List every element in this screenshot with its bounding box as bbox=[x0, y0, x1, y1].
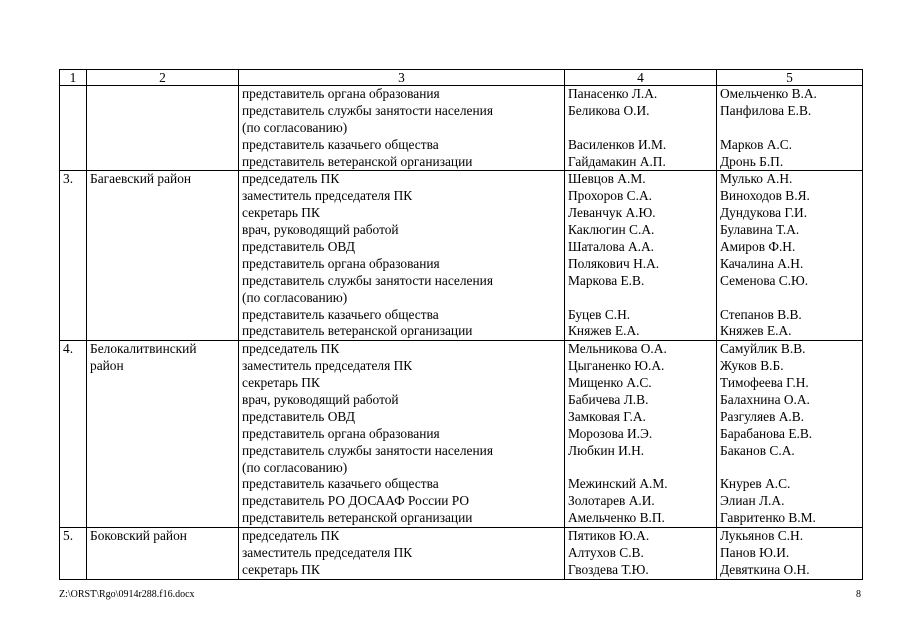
reserve-member-name: Дундукова Г.И. bbox=[720, 205, 808, 221]
member-name: Гвоздева Т.Ю. bbox=[568, 561, 649, 577]
table-row bbox=[60, 86, 863, 171]
member-name: Любкин И.Н. bbox=[568, 442, 645, 458]
member-name bbox=[568, 120, 713, 137]
member-cell bbox=[565, 341, 717, 528]
member-name: Прохоров С.А. bbox=[568, 188, 652, 204]
member-cell bbox=[565, 86, 717, 171]
role-line: секретарь ПК bbox=[242, 375, 320, 391]
member-name: Маркова Е.В. bbox=[568, 272, 645, 288]
reserve-member-name: Элиан Л.А. bbox=[720, 493, 785, 509]
role-line: представитель ОВД bbox=[242, 408, 355, 424]
member-name bbox=[568, 290, 713, 307]
role-line: представитель органа образования bbox=[242, 255, 440, 271]
reserve-cell bbox=[717, 171, 863, 341]
role-cell bbox=[239, 86, 565, 171]
role-line: секретарь ПК bbox=[242, 561, 320, 577]
row-number bbox=[60, 86, 87, 171]
reserve-cell bbox=[717, 86, 863, 171]
role-line: (по согласованию) bbox=[242, 289, 348, 305]
reserve-member-name: Семенова С.Ю. bbox=[720, 272, 809, 288]
table-row bbox=[60, 528, 863, 580]
member-name: Леванчук А.Ю. bbox=[568, 205, 656, 221]
member-name: Княжев Е.А. bbox=[568, 323, 640, 339]
role-line: представитель органа образования bbox=[242, 86, 440, 101]
member-name: Морозова И.Э. bbox=[568, 425, 653, 441]
role-line: представитель ОВД bbox=[242, 239, 355, 255]
role-line: председатель ПК bbox=[242, 171, 340, 187]
role-line: председатель ПК bbox=[242, 341, 340, 357]
footer-file-path: Z:\ORST\Rgo\0914r288.f16.docx bbox=[59, 589, 195, 600]
reserve-member-name: Жуков В.Б. bbox=[720, 358, 784, 374]
role-line: представитель органа образования bbox=[242, 425, 440, 441]
role-line: представитель службы занятости населения bbox=[242, 102, 493, 118]
member-cell bbox=[565, 171, 717, 341]
reserve-member-name: Качалина А.Н. bbox=[720, 255, 804, 271]
reserve-member-name: Омельченко В.А. bbox=[720, 86, 817, 101]
member-cell bbox=[565, 528, 717, 580]
role-cell bbox=[239, 341, 565, 528]
member-name: Шевцов А.М. bbox=[568, 171, 646, 187]
table-row bbox=[60, 341, 863, 528]
district-name-line: Белокалитвинский bbox=[90, 341, 197, 357]
reserve-cell bbox=[717, 528, 863, 580]
reserve-cell bbox=[717, 341, 863, 528]
header-col-4: 4 bbox=[565, 70, 717, 86]
member-name: Бабичева Л.В. bbox=[568, 392, 649, 408]
role-line: заместитель председателя ПК bbox=[242, 358, 413, 374]
reserve-member-name: Девяткина О.Н. bbox=[720, 561, 810, 577]
reserve-member-name: Лукьянов С.Н. bbox=[720, 528, 804, 544]
reserve-member-name: Баканов С.А. bbox=[720, 442, 795, 458]
member-name: Василенков И.М. bbox=[568, 136, 667, 152]
role-line: секретарь ПК bbox=[242, 205, 320, 221]
reserve-member-name: Виноходов В.Я. bbox=[720, 188, 810, 204]
reserve-member-name bbox=[720, 460, 859, 477]
member-name: Замковая Г.А. bbox=[568, 408, 646, 424]
reserve-member-name: Разгуляев А.В. bbox=[720, 408, 805, 424]
role-line: представитель ветеранской организации bbox=[242, 510, 473, 526]
district-name-line: Боковский район bbox=[90, 528, 187, 544]
header-col-1: 1 bbox=[60, 70, 87, 86]
reserve-member-name bbox=[720, 290, 859, 307]
reserve-member-name: Балахнина О.А. bbox=[720, 392, 810, 408]
member-name: Амельченко В.П. bbox=[568, 510, 665, 526]
member-name: Алтухов С.В. bbox=[568, 545, 644, 561]
member-name: Мищенко А.С. bbox=[568, 375, 652, 391]
role-line: (по согласованию) bbox=[242, 459, 348, 475]
row-number: 3. bbox=[60, 171, 87, 341]
role-line: представитель службы занятости населения bbox=[242, 442, 493, 458]
reserve-member-name: Степанов В.В. bbox=[720, 306, 802, 322]
district-cell bbox=[87, 341, 239, 528]
role-line: врач, руководящий работой bbox=[242, 392, 399, 408]
member-name: Золотарев А.И. bbox=[568, 493, 655, 509]
role-line: представитель казачьего общества bbox=[242, 306, 439, 322]
member-name: Каклюгин С.А. bbox=[568, 222, 655, 238]
row-number: 4. bbox=[60, 341, 87, 528]
reserve-member-name: Панфилова Е.В. bbox=[720, 102, 812, 118]
role-cell bbox=[239, 171, 565, 341]
member-name: Мельникова О.А. bbox=[568, 341, 667, 357]
role-line: заместитель председателя ПК bbox=[242, 188, 413, 204]
role-line: (по согласованию) bbox=[242, 119, 348, 135]
page-number: 8 bbox=[856, 589, 861, 600]
reserve-member-name: Панов Ю.И. bbox=[720, 545, 790, 561]
reserve-member-name: Барабанова Е.В. bbox=[720, 425, 813, 441]
member-name: Панасенко Л.А. bbox=[568, 86, 658, 101]
table-body bbox=[60, 86, 863, 580]
member-name: Полякович Н.А. bbox=[568, 255, 660, 271]
reserve-member-name: Булавина Т.А. bbox=[720, 222, 800, 238]
table-row bbox=[60, 171, 863, 341]
role-line: представитель ветеранской организации bbox=[242, 323, 473, 339]
commission-table bbox=[59, 69, 863, 580]
member-name: Беликова О.И. bbox=[568, 102, 650, 118]
reserve-member-name: Тимофеева Г.Н. bbox=[720, 375, 809, 391]
role-line: председатель ПК bbox=[242, 528, 340, 544]
member-name: Межинский А.М. bbox=[568, 476, 668, 492]
role-line: представитель казачьего общества bbox=[242, 136, 439, 152]
reserve-member-name bbox=[720, 120, 859, 137]
role-line: представитель РО ДОСААФ России РО bbox=[242, 493, 470, 509]
header-col-3: 3 bbox=[239, 70, 565, 86]
role-line: врач, руководящий работой bbox=[242, 222, 399, 238]
member-name: Гайдамакин А.П. bbox=[568, 153, 666, 169]
reserve-member-name: Самуйлик В.В. bbox=[720, 341, 806, 357]
district-name-line: Багаевский район bbox=[90, 171, 192, 187]
reserve-member-name: Кнурев А.С. bbox=[720, 476, 791, 492]
role-line: заместитель председателя ПК bbox=[242, 545, 413, 561]
member-name: Буцев С.Н. bbox=[568, 306, 631, 322]
role-line: представитель казачьего общества bbox=[242, 476, 439, 492]
member-name: Пятиков Ю.А. bbox=[568, 528, 650, 544]
member-name: Шаталова А.А. bbox=[568, 239, 655, 255]
reserve-member-name: Дронь Б.П. bbox=[720, 153, 784, 169]
member-name: Цыганенко Ю.А. bbox=[568, 358, 665, 374]
reserve-member-name: Мулько А.Н. bbox=[720, 171, 793, 187]
district-name-line: район bbox=[90, 358, 124, 374]
header-row bbox=[60, 70, 863, 86]
district-cell bbox=[87, 528, 239, 580]
role-cell bbox=[239, 528, 565, 580]
role-line: представитель службы занятости населения bbox=[242, 272, 493, 288]
row-number: 5. bbox=[60, 528, 87, 580]
reserve-member-name: Гавритенко В.М. bbox=[720, 510, 816, 526]
district-cell bbox=[87, 171, 239, 341]
header-col-5: 5 bbox=[717, 70, 863, 86]
reserve-member-name: Княжев Е.А. bbox=[720, 323, 792, 339]
district-cell bbox=[87, 86, 239, 171]
member-name bbox=[568, 460, 713, 477]
header-col-2: 2 bbox=[87, 70, 239, 86]
reserve-member-name: Амиров Ф.Н. bbox=[720, 239, 796, 255]
role-line: представитель ветеранской организации bbox=[242, 153, 473, 169]
reserve-member-name: Марков А.С. bbox=[720, 136, 793, 152]
